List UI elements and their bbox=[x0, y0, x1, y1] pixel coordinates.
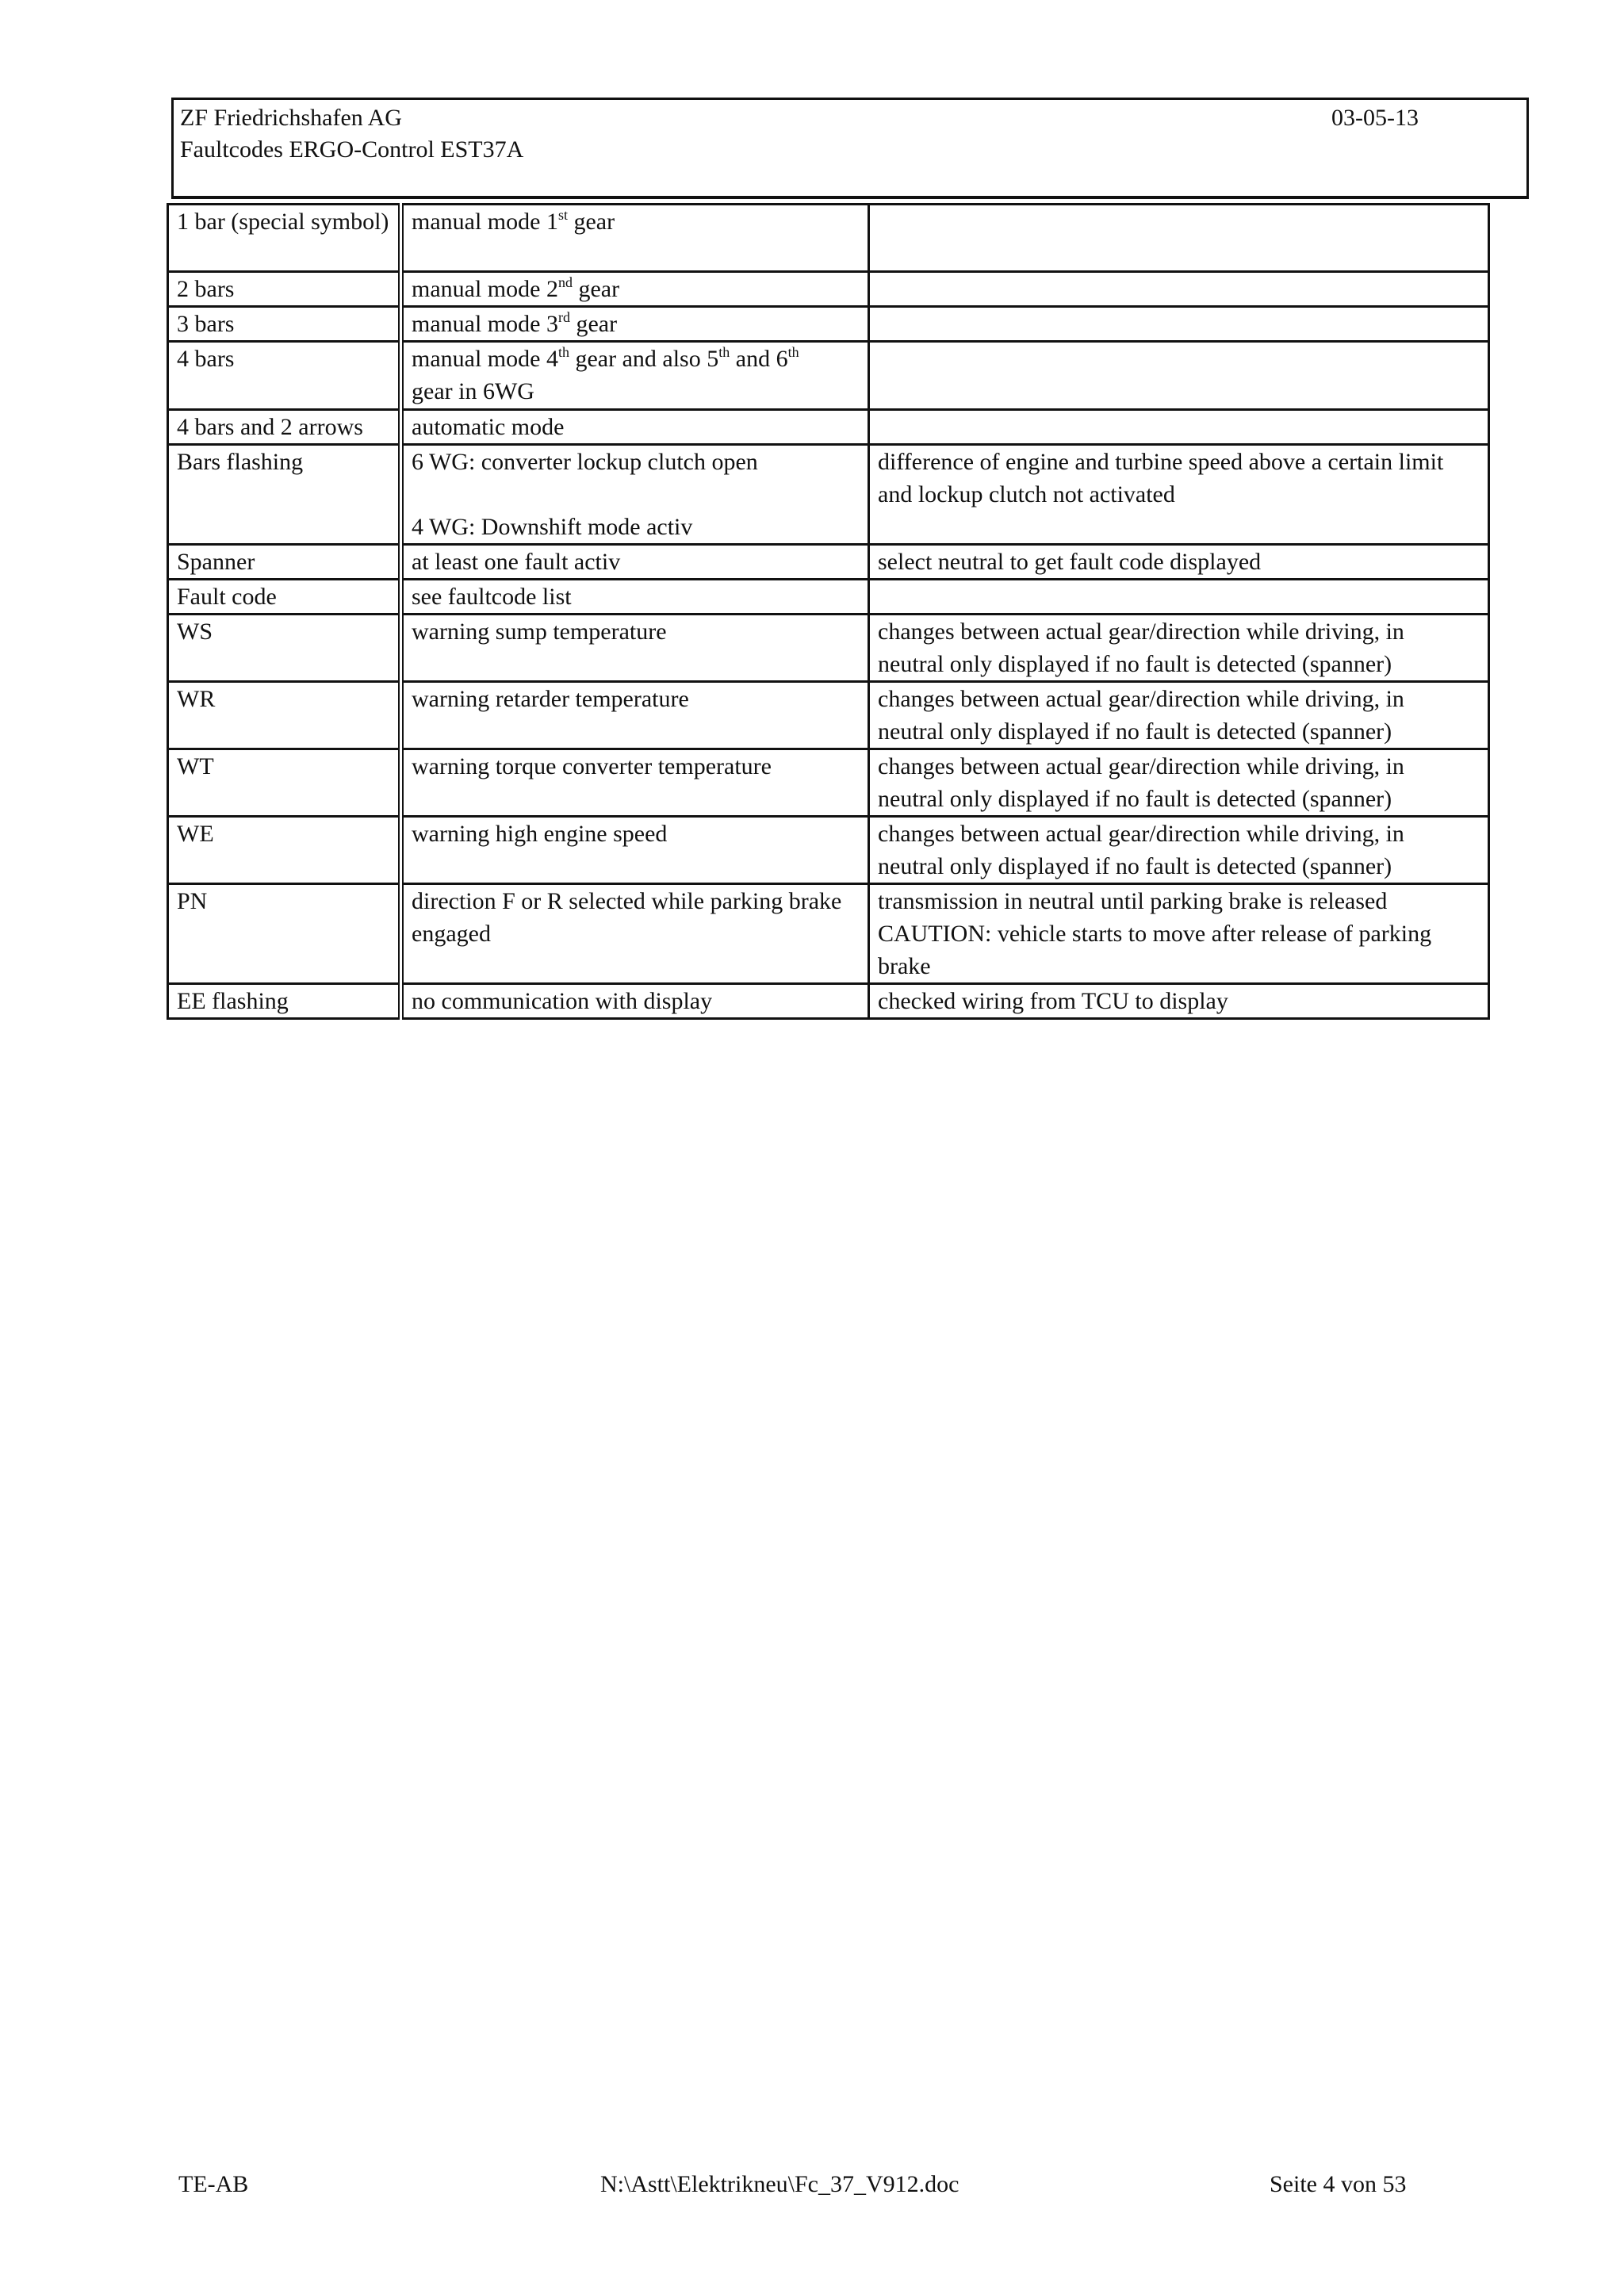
remark-text: changes between actual gear/direction while driving, in bbox=[878, 753, 1404, 779]
remark-cell bbox=[869, 682, 1489, 749]
remark-cell bbox=[869, 817, 1489, 884]
table-row bbox=[168, 307, 1489, 342]
display-cell: 4 bars bbox=[168, 342, 401, 410]
meaning-cell bbox=[401, 342, 869, 410]
meaning-cell: warning torque converter temperature bbox=[401, 749, 869, 817]
table-row bbox=[168, 615, 1489, 682]
ordinal-suffix: th bbox=[557, 344, 569, 360]
ordinal-suffix: th bbox=[718, 344, 730, 360]
display-cell: PN bbox=[168, 884, 401, 984]
display-cell: WS bbox=[168, 615, 401, 682]
table-row bbox=[168, 580, 1489, 615]
footer-page-number: Seite 4 von 53 bbox=[1270, 2171, 1407, 2197]
table-row bbox=[168, 545, 1489, 580]
remark-cell bbox=[869, 884, 1489, 984]
remark-text: neutral only displayed if no fault is detected (spanner) bbox=[878, 718, 1392, 745]
meaning-text: gear bbox=[569, 311, 618, 337]
ordinal-suffix: nd bbox=[557, 274, 573, 290]
meaning-text: manual mode 4 bbox=[412, 346, 558, 372]
ordinal-suffix: th bbox=[787, 344, 799, 360]
table-row bbox=[168, 884, 1489, 984]
table-row bbox=[168, 342, 1489, 410]
table-row bbox=[168, 272, 1489, 307]
meaning-cell: automatic mode bbox=[401, 410, 869, 445]
table-row bbox=[168, 205, 1489, 272]
meaning-cell bbox=[401, 445, 869, 545]
remark-cell: difference of engine and turbine speed above a certain limit and lockup clutch not activated bbox=[869, 445, 1489, 545]
remark-text: changes between actual gear/direction while driving, in bbox=[878, 821, 1404, 847]
meaning-cell: warning high engine speed bbox=[401, 817, 869, 884]
company-name: ZF Friedrichshafen AG bbox=[180, 105, 402, 131]
remark-cell: checked wiring from TCU to display bbox=[869, 984, 1489, 1019]
display-cell: Bars flashing bbox=[168, 445, 401, 545]
table-row bbox=[168, 749, 1489, 817]
table-row bbox=[168, 682, 1489, 749]
meaning-cell bbox=[401, 205, 869, 272]
table-row bbox=[168, 410, 1489, 445]
display-cell: WR bbox=[168, 682, 401, 749]
remark-cell bbox=[869, 615, 1489, 682]
faultcode-table bbox=[167, 203, 1490, 1020]
remark-cell bbox=[869, 205, 1489, 272]
meaning-text: gear bbox=[567, 209, 615, 235]
remark-text: neutral only displayed if no fault is detected (spanner) bbox=[878, 786, 1392, 812]
meaning-text: 6 WG: converter lockup clutch open bbox=[412, 449, 758, 475]
table-row bbox=[168, 445, 1489, 545]
meaning-text: gear in 6WG bbox=[412, 378, 534, 404]
meaning-text: manual mode 3 bbox=[412, 311, 558, 337]
meaning-cell bbox=[401, 307, 869, 342]
remark-cell bbox=[869, 307, 1489, 342]
remark-text: transmission in neutral until parking brake is released bbox=[878, 888, 1388, 914]
display-cell: EE flashing bbox=[168, 984, 401, 1019]
remark-cell bbox=[869, 272, 1489, 307]
remark-cell: select neutral to get fault code displayed bbox=[869, 545, 1489, 580]
table-row bbox=[168, 817, 1489, 884]
meaning-text: manual mode 1 bbox=[412, 209, 558, 235]
display-cell: WE bbox=[168, 817, 401, 884]
meaning-text: and 6 bbox=[730, 346, 788, 372]
meaning-text: 4 WG: Downshift mode activ bbox=[412, 514, 693, 540]
footer-file-path: N:\Astt\Elektrikneu\Fc_37_V912.doc bbox=[600, 2171, 959, 2197]
meaning-text: manual mode 2 bbox=[412, 276, 558, 302]
remark-text: changes between actual gear/direction while driving, in bbox=[878, 618, 1404, 645]
display-cell: 1 bar (special symbol) bbox=[168, 205, 401, 272]
footer-department: TE-AB bbox=[178, 2171, 249, 2197]
remark-cell bbox=[869, 342, 1489, 410]
document-subtitle: Faultcodes ERGO-Control EST37A bbox=[180, 136, 524, 163]
display-cell: 2 bars bbox=[168, 272, 401, 307]
display-cell: Fault code bbox=[168, 580, 401, 615]
remark-cell bbox=[869, 749, 1489, 817]
ordinal-suffix: st bbox=[557, 207, 568, 223]
remark-cell bbox=[869, 580, 1489, 615]
meaning-text: gear bbox=[572, 276, 620, 302]
remark-cell bbox=[869, 410, 1489, 445]
meaning-cell bbox=[401, 272, 869, 307]
page-header bbox=[171, 98, 1529, 199]
table-row bbox=[168, 984, 1489, 1019]
document-date: 03-05-13 bbox=[1331, 105, 1419, 131]
remark-text: CAUTION: vehicle starts to move after release of parking brake bbox=[878, 921, 1432, 979]
remark-text: changes between actual gear/direction while driving, in bbox=[878, 686, 1404, 712]
ordinal-suffix: rd bbox=[557, 309, 570, 325]
remark-text: neutral only displayed if no fault is detected (spanner) bbox=[878, 651, 1392, 677]
display-cell: 4 bars and 2 arrows bbox=[168, 410, 401, 445]
meaning-cell: direction F or R selected while parking brake engaged bbox=[401, 884, 869, 984]
meaning-text: gear and also 5 bbox=[569, 346, 719, 372]
meaning-cell: warning sump temperature bbox=[401, 615, 869, 682]
display-cell: 3 bars bbox=[168, 307, 401, 342]
meaning-cell: at least one fault activ bbox=[401, 545, 869, 580]
display-cell: Spanner bbox=[168, 545, 401, 580]
meaning-cell: no communication with display bbox=[401, 984, 869, 1019]
remark-text: neutral only displayed if no fault is detected (spanner) bbox=[878, 853, 1392, 879]
meaning-cell: see faultcode list bbox=[401, 580, 869, 615]
display-cell: WT bbox=[168, 749, 401, 817]
meaning-cell: warning retarder temperature bbox=[401, 682, 869, 749]
